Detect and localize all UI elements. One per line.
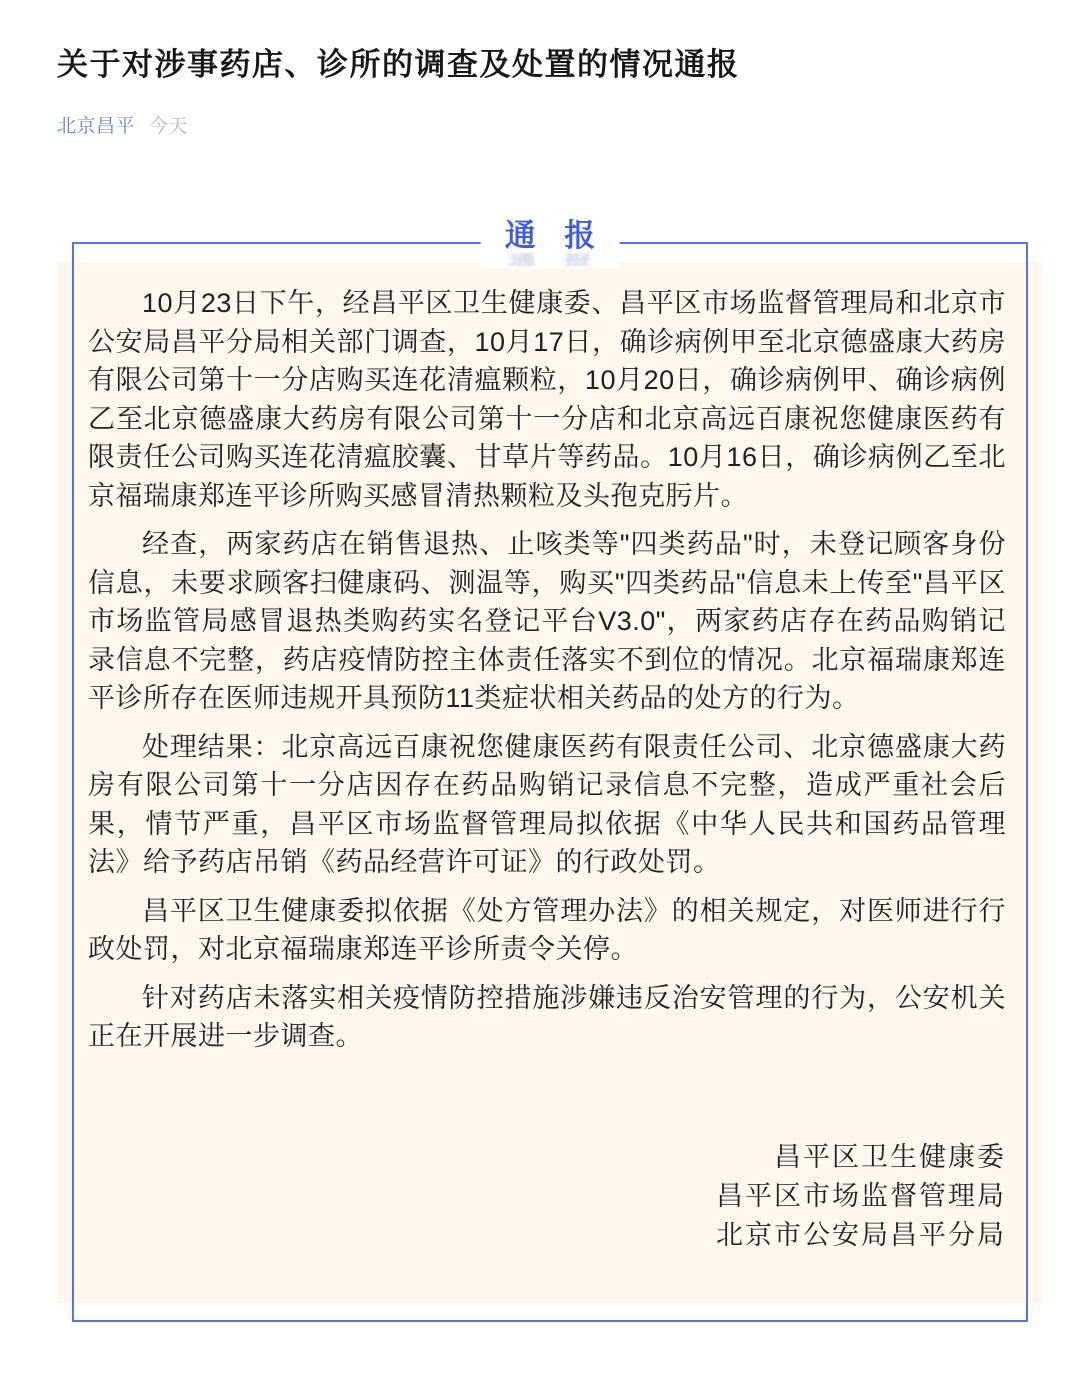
signature-line: 昌平区卫生健康委 <box>774 1141 1006 1172</box>
notice-paragraph: 经查，两家药店在销售退热、止咳类等"四类药品"时，未登记顾客身份信息，未要求顾客扫健康码、测温等，购买"四类药品"信息未上传至"昌平区市场监管局感冒退热类购药实名登记平台V3.0"，两家药店存在药品购销记录信息不完整，药店疫情防控主体责任落实不到位的情况。北京福瑞康郑连平诊所存在医师违规开具预防11类症状相关药品的处方的行为。 <box>88 529 1006 713</box>
notice-paragraph: 处理结果：北京高远百康祝您健康医药有限责任公司、北京德盛康大药房有限公司第十一分店因存在药品购销记录信息不完整，造成严重社会后果，情节严重，昌平区市场监督管理局拟依据《中华人民共和国药品管理法》给予药店吊销《药品经营许可证》的行政处罚。 <box>88 731 1006 877</box>
signature-block <box>88 1138 1006 1255</box>
byline <box>57 111 188 138</box>
signature-line: 昌平区市场监督管理局 <box>716 1180 1006 1211</box>
notice-badge-shadow: 通 报 <box>508 252 602 268</box>
notice-paragraph: 10月23日下午，经昌平区卫生健康委、昌平区市场监督管理局和北京市公安局昌平分局相关部门调查，10月17日，确诊病例甲至北京德盛康大药房有限公司第十一分店购买连花清瘟颗粒，10月20日，确诊病例甲、确诊病例乙至北京德盛康大药房有限公司第十一分店和北京高远百康祝您健康医药有限责任公司购买连花清瘟胶囊、甘草片等药品。10月16日，确诊病例乙至北京福瑞康郑连平诊所购买感冒清热颗粒及头孢克肟片。 <box>88 288 1006 511</box>
notice-badge <box>481 216 620 268</box>
signature-line: 北京市公安局昌平分局 <box>716 1219 1006 1250</box>
notice-body <box>88 284 1006 1255</box>
page-title: 关于对涉事药店、诊所的调查及处置的情况通报 <box>57 47 740 82</box>
notice-paragraph: 昌平区卫生健康委拟依据《处方管理办法》的相关规定，对医师进行行政处罚，对北京福瑞康郑连平诊所责令关停。 <box>88 895 1006 964</box>
notice-badge-label: 通 报 <box>504 218 606 253</box>
publish-date: 今天 <box>149 116 189 137</box>
account-name-link[interactable]: 北京昌平 <box>57 116 136 137</box>
notice-paragraph: 针对药店未落实相关疫情防控措施涉嫌违反治安管理的行为，公安机关正在开展进一步调查。 <box>88 982 1006 1051</box>
